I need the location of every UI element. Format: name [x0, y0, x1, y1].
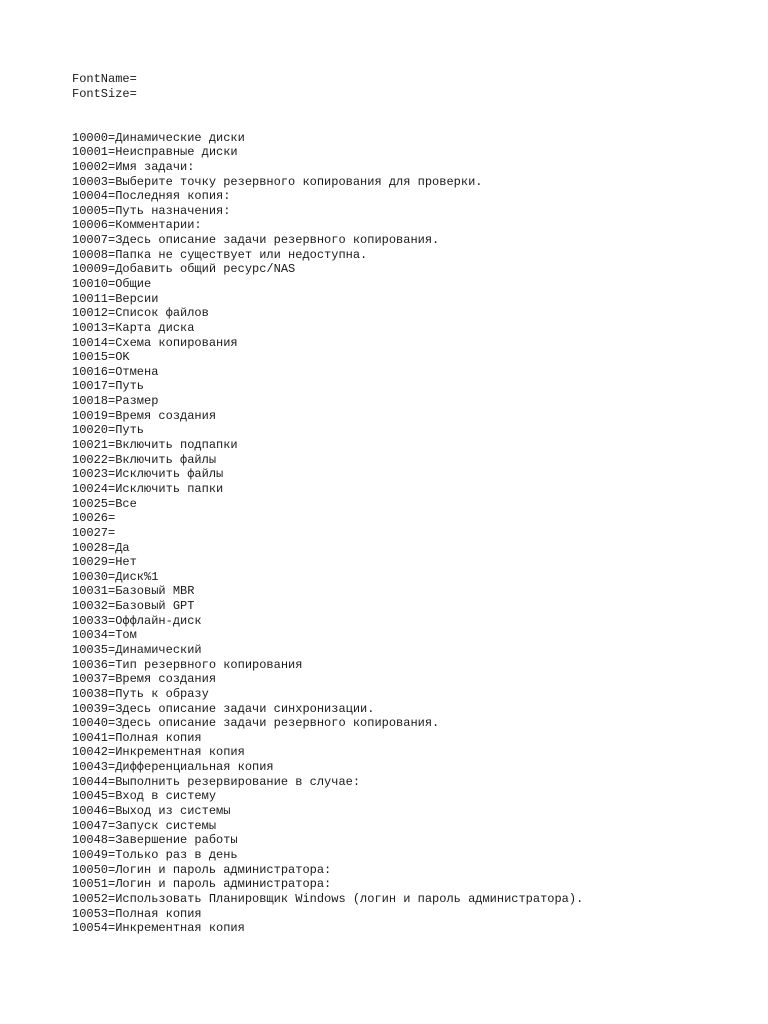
entry-line: 10006=Комментарии: — [72, 218, 202, 233]
entry-line: 10045=Вход в систему — [72, 789, 217, 804]
entry-line: 10054=Инкрементная копия — [72, 921, 245, 936]
entry-line: 10007=Здесь описание задачи резервного копирования. — [72, 233, 440, 248]
entry-line: 10004=Последняя копия: — [72, 189, 231, 204]
entry-line: 10022=Включить файлы — [72, 452, 217, 467]
entries-list — [72, 131, 752, 936]
entry-line: 10000=Динамические диски — [72, 130, 245, 145]
entry-line: 10025=Все — [72, 496, 137, 511]
entry-line: 10015=OK — [72, 350, 130, 365]
entry-line: 10011=Версии — [72, 291, 159, 306]
entry-line: 10043=Дифференциальная копия — [72, 760, 274, 775]
entry-line: 10002=Имя задачи: — [72, 159, 195, 174]
entry-line: 10042=Инкрементная копия — [72, 745, 245, 760]
entry-line: 10016=Отмена — [72, 364, 159, 379]
entry-line: 10005=Путь назначения: — [72, 203, 231, 218]
entry-line: 10033=Оффлайн-диск — [72, 613, 202, 628]
entry-line: 10046=Выход из системы — [72, 804, 231, 819]
entry-line: 10020=Путь — [72, 423, 145, 438]
entry-line: 10044=Выполнить резервирование в случае: — [72, 774, 361, 789]
entry-line: 10048=Завершение работы — [72, 833, 238, 848]
entry-line: 10018=Размер — [72, 394, 159, 409]
entry-line: 10040=Здесь описание задачи резервного копирования. — [72, 716, 440, 731]
entry-line: 10009=Добавить общий ресурс/NAS — [72, 262, 296, 277]
entry-line: 10034=Том — [72, 628, 137, 643]
entry-line: 10019=Время создания — [72, 408, 217, 423]
entry-line: 10036=Тип резервного копирования — [72, 657, 303, 672]
entry-line: 10041=Полная копия — [72, 730, 202, 745]
entry-line: 10049=Только раз в день — [72, 847, 238, 862]
entry-line: 10023=Исключить файлы — [72, 467, 224, 482]
entry-line: 10001=Неисправные диски — [72, 145, 238, 160]
entry-line: 10017=Путь — [72, 379, 145, 394]
entry-line: 10038=Путь к образу — [72, 686, 209, 701]
entry-line: 10053=Полная копия — [72, 906, 202, 921]
entry-line: 10003=Выберите точку резервного копирования для проверки. — [72, 174, 483, 189]
document-page — [72, 72, 752, 936]
entry-line: 10013=Карта диска — [72, 320, 195, 335]
entry-line: 10026= — [72, 511, 116, 526]
entry-line: 10051=Логин и пароль администратора: — [72, 877, 332, 892]
entry-line: 10050=Логин и пароль администратора: — [72, 862, 332, 877]
entry-line: 10032=Базовый GPT — [72, 599, 195, 614]
entry-line: 10029=Нет — [72, 555, 137, 570]
entry-line: 10021=Включить подпапки — [72, 438, 238, 453]
entry-line: 10035=Динамический — [72, 643, 202, 657]
entry-line: 10008=Папка не существует или недоступна. — [72, 247, 368, 262]
entry-line: 10039=Здесь описание задачи синхронизации. — [72, 701, 375, 716]
blank-gap — [72, 101, 752, 130]
font-name-line: FontName= — [72, 72, 137, 86]
entry-line: 10030=Диск%1 — [72, 569, 159, 584]
entry-line: 10010=Общие — [72, 276, 152, 291]
entry-line: 10037=Время создания — [72, 672, 217, 687]
entry-line: 10028=Да — [72, 540, 130, 555]
entry-line: 10052=Использовать Планировщик Windows (логин и пароль администратора). — [72, 891, 584, 906]
entry-line: 10014=Схема копирования — [72, 335, 238, 350]
entry-line: 10047=Запуск системы — [72, 818, 217, 833]
entry-line: 10024=Исключить папки — [72, 481, 224, 496]
entry-line: 10031=Базовый MBR — [72, 584, 195, 599]
font-size-line: FontSize= — [72, 86, 137, 101]
entry-line: 10012=Список файлов — [72, 306, 209, 321]
entry-line: 10027= — [72, 525, 116, 540]
